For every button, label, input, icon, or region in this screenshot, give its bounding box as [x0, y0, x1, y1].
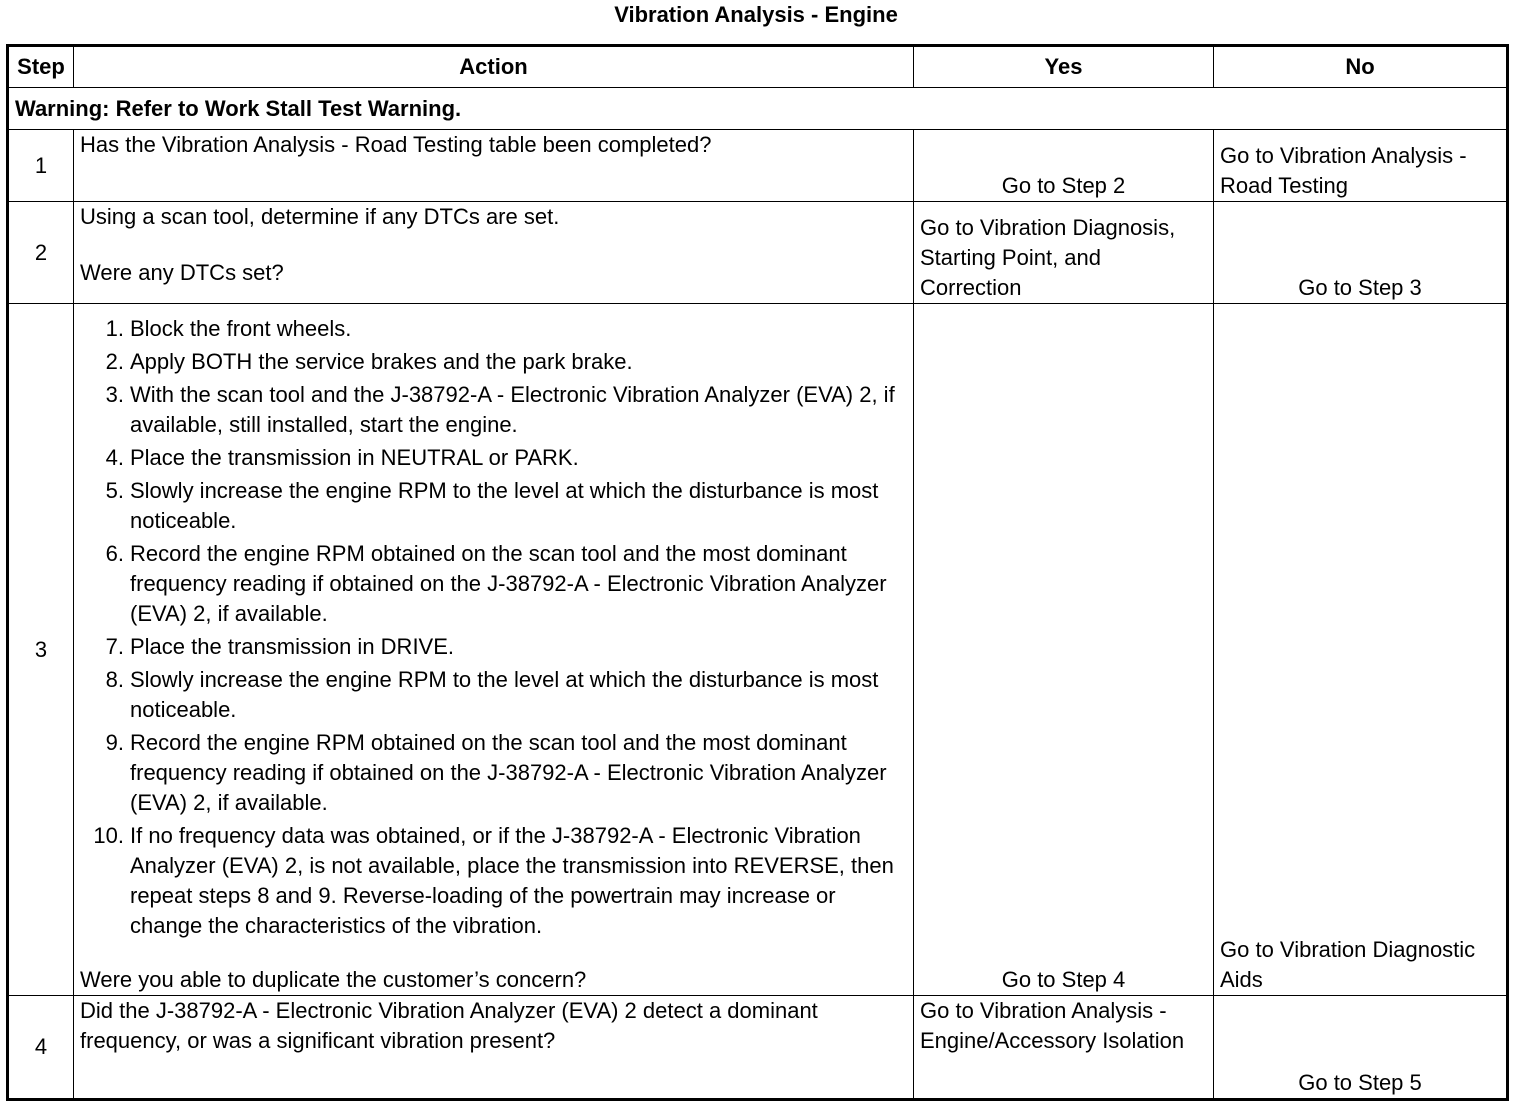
step-number: 4: [8, 996, 74, 1100]
action-question: Were you able to duplicate the customer’s concern?: [80, 967, 587, 992]
list-item: 6. Record the engine RPM obtained on the scan tool and the most dominant frequency reading if obtained on the J-38792-A - Electronic Vibration Analyzer (EVA) 2, if available.: [105, 541, 887, 626]
list-item: 5. Slowly increase the engine RPM to the level at which the disturbance is most noticeable.: [105, 478, 879, 533]
action-question: Were any DTCs set?: [80, 260, 284, 285]
yes-result: Go to Vibration Diagnosis, Starting Point, and Correction: [914, 202, 1214, 304]
list-item: 3. With the scan tool and the J-38792-A - Electronic Vibration Analyzer (EVA) 2, if available, still installed, start the engine.: [105, 382, 895, 437]
no-result: Go to Step 5: [1214, 996, 1508, 1100]
action-cell: [74, 304, 914, 996]
step-number: 2: [8, 202, 74, 304]
header-no: No: [1214, 46, 1508, 88]
list-item: 4. Place the transmission in NEUTRAL or PARK.: [105, 445, 579, 470]
header-yes: Yes: [914, 46, 1214, 88]
table-row: [8, 202, 1508, 304]
list-item: 1. Block the front wheels.: [105, 316, 352, 341]
substep-list: [80, 314, 907, 944]
action-text: Using a scan tool, determine if any DTCs are set.: [80, 204, 560, 229]
warning-row: [8, 88, 1508, 130]
warning-text: Warning: Refer to Work Stall Test Warning.: [8, 88, 1508, 130]
step-number: 3: [8, 304, 74, 996]
list-item: 9. Record the engine RPM obtained on the scan tool and the most dominant frequency reading if obtained on the J-38792-A - Electronic Vibration Analyzer (EVA) 2, if available.: [105, 730, 887, 815]
list-item: 8. Slowly increase the engine RPM to the level at which the disturbance is most noticeable.: [105, 667, 879, 722]
list-item: 2. Apply BOTH the service brakes and the park brake.: [105, 349, 633, 374]
header-step: Step: [8, 46, 74, 88]
action-cell: [74, 202, 914, 304]
no-result: Go to Vibration Diagnostic Aids: [1214, 304, 1508, 996]
yes-result: Go to Step 2: [914, 130, 1214, 202]
action-list-wrapper: [80, 314, 907, 995]
yes-result: Go to Vibration Analysis - Engine/Accessory Isolation: [914, 996, 1214, 1100]
table-row: [8, 304, 1508, 996]
no-result: Go to Step 3: [1214, 202, 1508, 304]
action-text: Did the J-38792-A - Electronic Vibration Analyzer (EVA) 2 detect a dominant frequency, or was a significant vibration present?: [74, 996, 914, 1100]
list-item: 10. If no frequency data was obtained, or if the J-38792-A - Electronic Vibration Analyzer (EVA) 2, is not available, place the transmission into REVERSE, then repeat steps 8 and 9. Reverse-loading of the powertrain may increase or change the characteristics of the vibration.: [93, 823, 894, 938]
list-item: 7. Place the transmission in DRIVE.: [105, 634, 455, 659]
diagnostic-table: [6, 44, 1509, 1101]
header-action: Action: [74, 46, 914, 88]
page-title: Vibration Analysis - Engine: [614, 2, 898, 27]
yes-result: Go to Step 4: [914, 304, 1214, 996]
step-number: 1: [8, 130, 74, 202]
table-row: [8, 996, 1508, 1100]
header-row: [8, 46, 1508, 88]
action-text: Has the Vibration Analysis - Road Testing table been completed?: [74, 130, 914, 202]
table-row: [8, 130, 1508, 202]
no-result: Go to Vibration Analysis - Road Testing: [1214, 130, 1508, 202]
